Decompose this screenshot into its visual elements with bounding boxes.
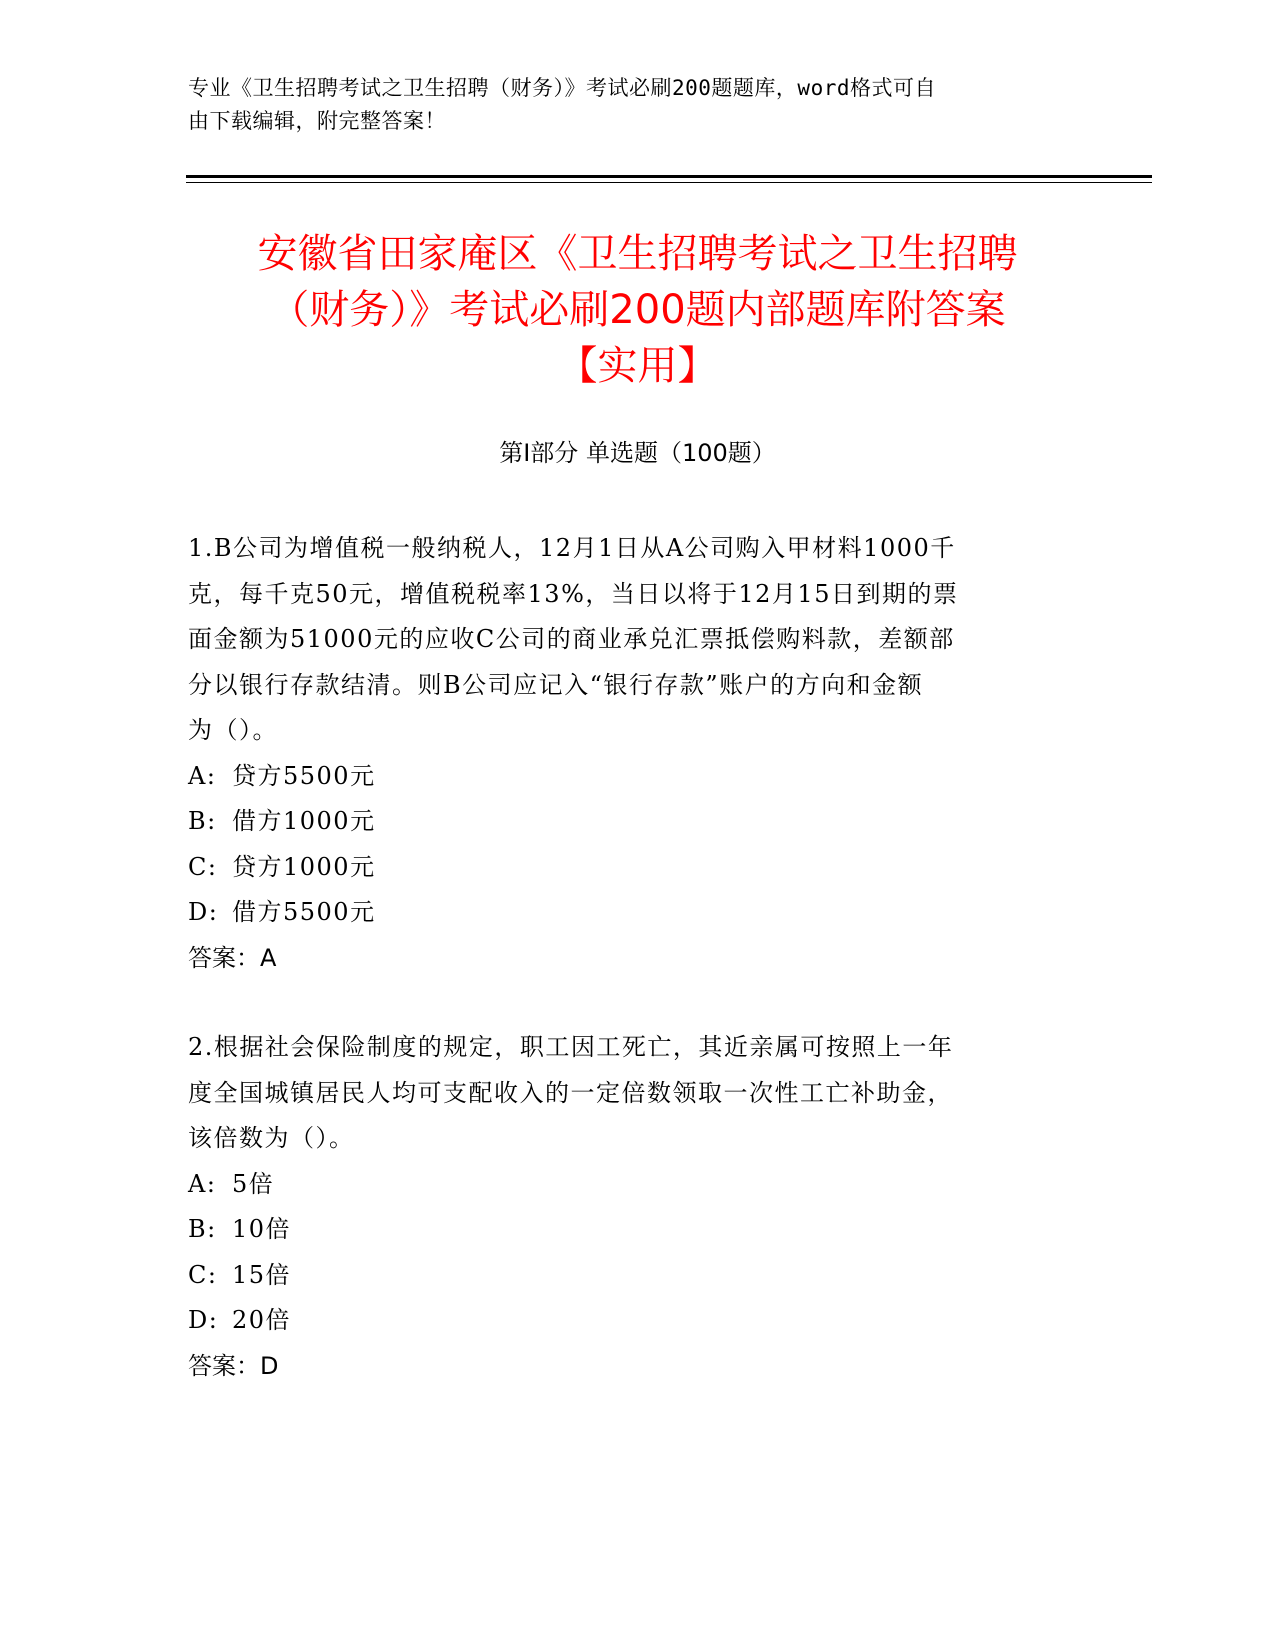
stem-line: 2.根据社会保险制度的规定，职工因工死亡，其近亲属可按照上一年 bbox=[188, 1033, 954, 1061]
header-note-line: 由下载编辑，附完整答案！ bbox=[188, 109, 446, 133]
answer-option bbox=[188, 1162, 1068, 1208]
document-title bbox=[150, 226, 1125, 394]
answer-option bbox=[188, 890, 1068, 936]
stem-line: 面金额为51000元的应收C公司的商业承兑汇票抵偿购料款，差额部 bbox=[188, 625, 955, 653]
question-item bbox=[188, 1025, 1068, 1389]
option-text: 15倍 bbox=[232, 1260, 292, 1289]
header-divider-thick bbox=[186, 175, 1152, 178]
title-line: 安徽省田家庵区《卫生招聘考试之卫生招聘 bbox=[257, 231, 1018, 277]
option-letter: D: bbox=[188, 898, 219, 926]
stem-line: 该倍数为（）。 bbox=[188, 1124, 355, 1152]
question-stem bbox=[188, 526, 1068, 754]
question-stem bbox=[188, 1025, 1068, 1162]
option-text: 10倍 bbox=[232, 1215, 292, 1243]
answer-option bbox=[188, 1207, 1068, 1253]
answer-option bbox=[188, 799, 1068, 845]
title-line: （财务）》考试必刷200题内部题库附答案 bbox=[269, 287, 1006, 333]
answer-option bbox=[188, 1253, 1068, 1299]
option-text: 借方1000元 bbox=[232, 807, 376, 835]
option-text: 贷方1000元 bbox=[232, 852, 376, 881]
answer-key: 答案：A bbox=[188, 943, 277, 972]
option-letter: A: bbox=[188, 761, 217, 790]
title-line: 【实用】 bbox=[557, 343, 718, 389]
option-letter: B: bbox=[188, 807, 217, 835]
option-letter: C: bbox=[188, 1260, 218, 1289]
option-text: 5倍 bbox=[232, 1169, 275, 1198]
option-letter: D: bbox=[188, 1306, 219, 1334]
header-note-line: 专业《卫生招聘考试之卫生招聘（财务）》考试必刷200题题库，word格式可自 bbox=[188, 76, 936, 100]
option-letter: B: bbox=[188, 1215, 217, 1243]
option-text: 20倍 bbox=[232, 1306, 292, 1334]
option-text: 贷方5500元 bbox=[232, 761, 376, 790]
stem-line: 度全国城镇居民人均可支配收入的一定倍数领取一次性工亡补助金， bbox=[188, 1078, 953, 1107]
stem-line: 克，每千克50元，增值税税率13%，当日以将于12月15日到期的票 bbox=[188, 579, 959, 608]
option-letter: C: bbox=[188, 852, 218, 881]
stem-line: 1.B公司为增值税一般纳税人，12月1日从A公司购入甲材料1000千 bbox=[188, 534, 956, 562]
stem-line: 为（）。 bbox=[188, 716, 278, 744]
option-letter: A: bbox=[188, 1169, 217, 1198]
answer-option bbox=[188, 845, 1068, 891]
section-heading: 第Ⅰ部分 单选题（100题） bbox=[499, 439, 776, 467]
question-item bbox=[188, 526, 1068, 981]
header-divider-thin bbox=[186, 182, 1152, 183]
header-note bbox=[188, 72, 1088, 138]
answer-key: 答案：D bbox=[188, 1351, 279, 1380]
option-text: 借方5500元 bbox=[232, 898, 376, 926]
answer-option bbox=[188, 754, 1068, 800]
stem-line: 分以银行存款结清。则B公司应记入“银行存款”账户的方向和金额 bbox=[188, 670, 924, 699]
answer-option bbox=[188, 1298, 1068, 1344]
